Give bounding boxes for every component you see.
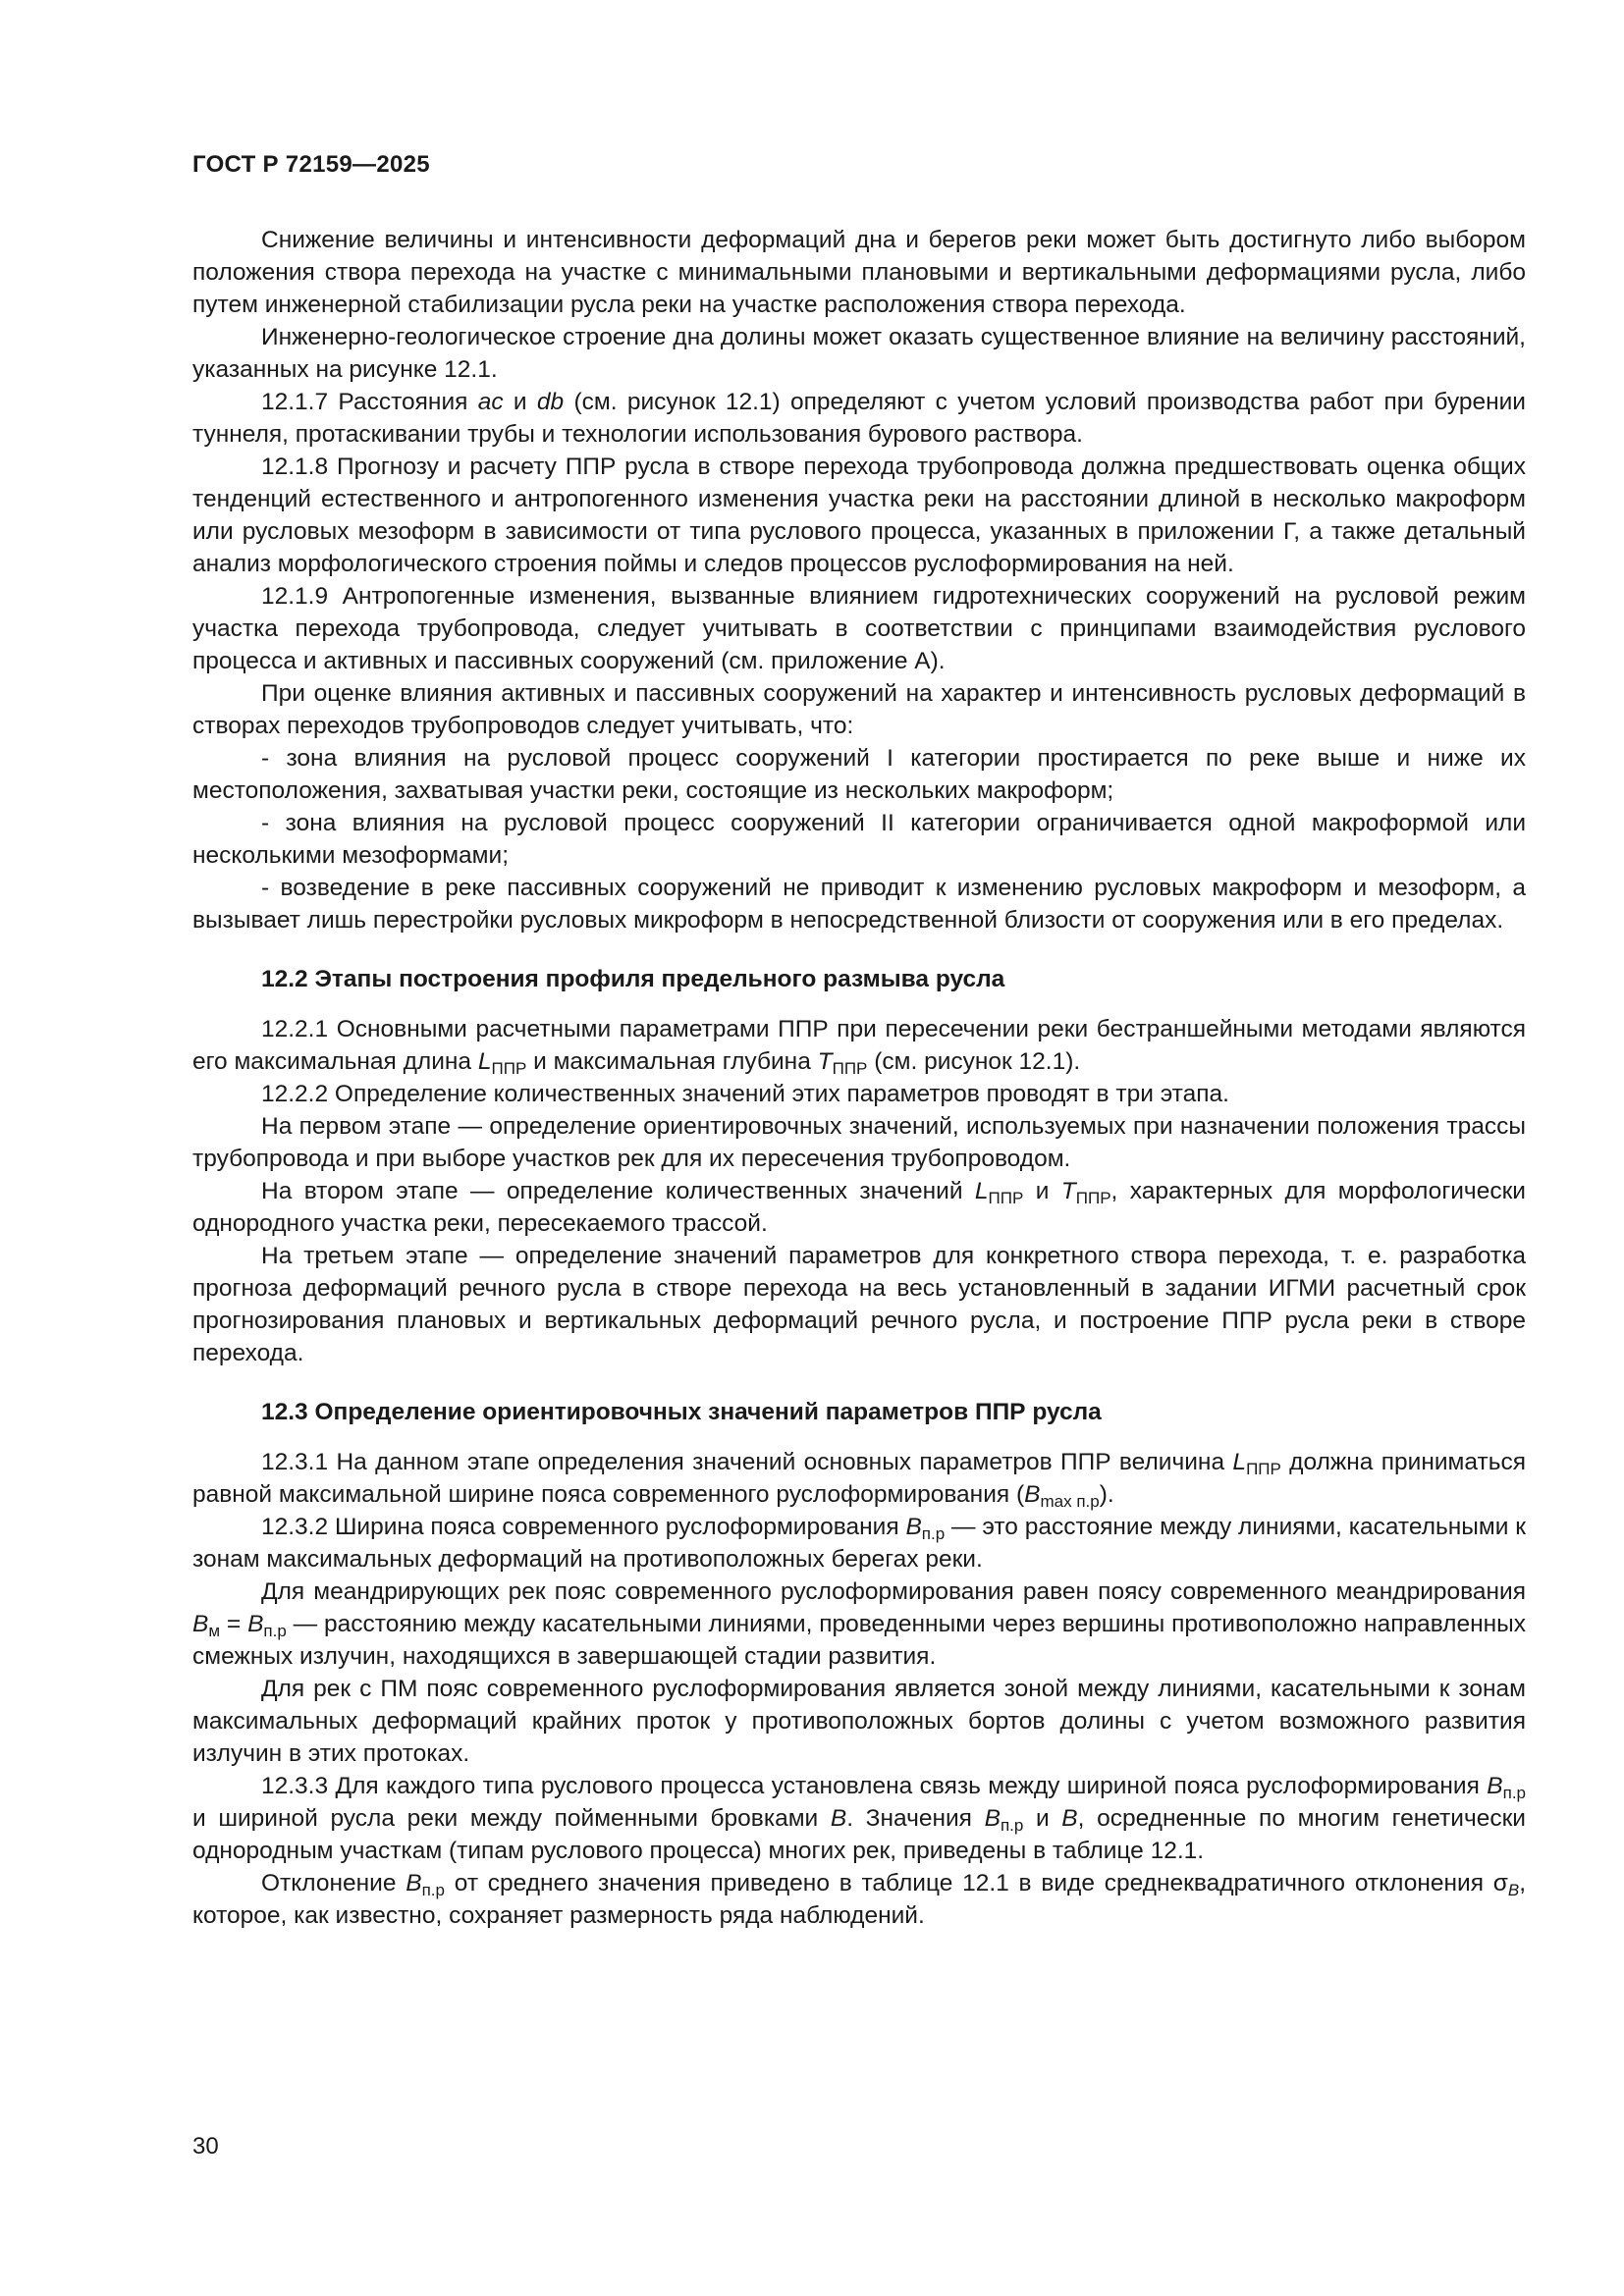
paragraph: Для рек с ПМ пояс современного руслоформирования является зоной между линиями, касательными к зонам максимальных деформаций крайних проток у противоположных бортов долины с учетом возможного развития излучин в этих протоках. <box>192 1676 1526 1767</box>
list-item: - возведение в реке пассивных сооружений не приводит к изменению русловых макроформ и мезоформ, а вызывает лишь перестройки русловых микроформ в непосредственной близости от сооружения или в его пределах. <box>192 875 1526 934</box>
document-body <box>192 224 1526 1932</box>
paragraph: Отклонение $B_{п.р}$ от среднего значения приведено в таблице 12.1 в виде среднеквадратичного отклонения $\sigma_B$, которое, как известно, сохраняет размерность ряда наблюдений. <box>192 1870 1526 1929</box>
list-item: - зона влияния на русловой процесс сооружений II категории ограничивается одной макроформой или несколькими мезоформами; <box>192 810 1526 869</box>
section-heading: 12.2 Этапы построения профиля предельного размыва русла <box>261 966 1005 992</box>
paragraph: При оценке влияния активных и пассивных сооружений на характер и интенсивность русловых деформаций в створах переходов трубопроводов следует учитывать, что: <box>192 680 1526 739</box>
page-number: 30 <box>192 2133 219 2160</box>
paragraph: 12.2.1 Основными расчетными параметрами ППР при пересечении реки бестраншейными методами являются его максимальная длина $L_{ППР}$ и максимальная глубина $T_{ППР}$ (см. рисунок 12.1). <box>192 1016 1526 1078</box>
paragraph: 12.2.2 Определение количественных значений этих параметров проводят в три этапа. <box>261 1081 1229 1107</box>
document-header: ГОСТ Р 72159—2025 <box>192 151 430 178</box>
paragraph: На втором этапе — определение количественных значений $L_{ППР}$ и $T_{ППР}$, характерных для морфологически однородного участка реки, пересекаемого трассой. <box>192 1178 1526 1237</box>
list-item: - зона влияния на русловой процесс сооружений I категории простирается по реке выше и ниже их местоположения, захватывая участки реки, состоящие из нескольких макроформ; <box>192 745 1526 804</box>
paragraph: 12.1.8 Прогнозу и расчету ППР русла в створе перехода трубопровода должна предшествовать оценка общих тенденций естественного и антропогенного изменения участка реки на расстоянии длиной в несколько макроформ или русловых мезоформ в зависимости от типа руслового процесса, указанных в приложении Г, а также детальный анализ морфологического строения поймы и следов процессов руслоформирования на ней. <box>192 454 1526 577</box>
section-heading: 12.3 Определение ориентировочных значений параметров ППР русла <box>261 1399 1102 1425</box>
paragraph: На первом этапе — определение ориентировочных значений, используемых при назначении положения трассы трубопровода и при выборе участков рек для их пересечения трубопроводом. <box>192 1113 1526 1172</box>
paragraph: 12.1.9 Антропогенные изменения, вызванные влиянием гидротехнических сооружений на русловой режим участка перехода трубопровода, следует учитывать в соответствии с принципами взаимодействия руслового процесса и активных и пассивных сооружений (см. приложение А). <box>192 583 1526 674</box>
paragraph: 12.3.2 Ширина пояса современного руслоформирования $B_{п.р}$ — это расстояние между линиями, касательными к зонам максимальных деформаций на противоположных берегах реки. <box>192 1514 1526 1573</box>
paragraph: 12.1.7 Расстояния ac и db (см. рисунок 12.1) определяют с учетом условий производства работ при бурении туннеля, протаскивании трубы и технологии использования бурового раствора. <box>192 389 1526 448</box>
paragraph: 12.3.3 Для каждого типа руслового процесса установлена связь между шириной пояса руслоформирования $B_{п.р}$ и шириной русла реки между пойменными бровками B. Значения $B_{п.р}$ и B, осредненные по многим генетически однородным участкам (типам руслового процесса) многих рек, приведены в таблице 12.1. <box>192 1773 1526 1864</box>
paragraph: Для меандрирующих рек пояс современного руслоформирования равен поясу современного меандрирования $B_м = B_{п.р}$ — расстоянию между касательными линиями, проведенными через вершины противоположно направленных смежных излучин, находящихся в завершающей стадии развития. <box>192 1578 1527 1670</box>
paragraph: 12.3.1 На данном этапе определения значений основных параметров ППР величина $L_{ППР}$ должна приниматься равной максимальной ширине пояса современного руслоформирования $(B_{max п.р})$. <box>192 1449 1526 1511</box>
paragraph: Снижение величины и интенсивности деформаций дна и берегов реки может быть достигнуто либо выбором положения створа перехода на участке с минимальными плановыми и вертикальными деформациями русла, либо путем инженерной стабилизации русла реки на участке расположения створа перехода. <box>192 227 1526 318</box>
paragraph: На третьем этапе — определение значений параметров для конкретного створа перехода, т. е. разработка прогноза деформаций речного русла в створе перехода на весь установленный в задании ИГМИ расчетный срок прогнозирования плановых и вертикальных деформаций речного русла, и построение ППР русла реки в створе перехода. <box>192 1243 1526 1366</box>
paragraph: Инженерно-геологическое строение дна долины может оказать существенное влияние на величину расстояний, указанных на рисунке 12.1. <box>192 324 1526 383</box>
